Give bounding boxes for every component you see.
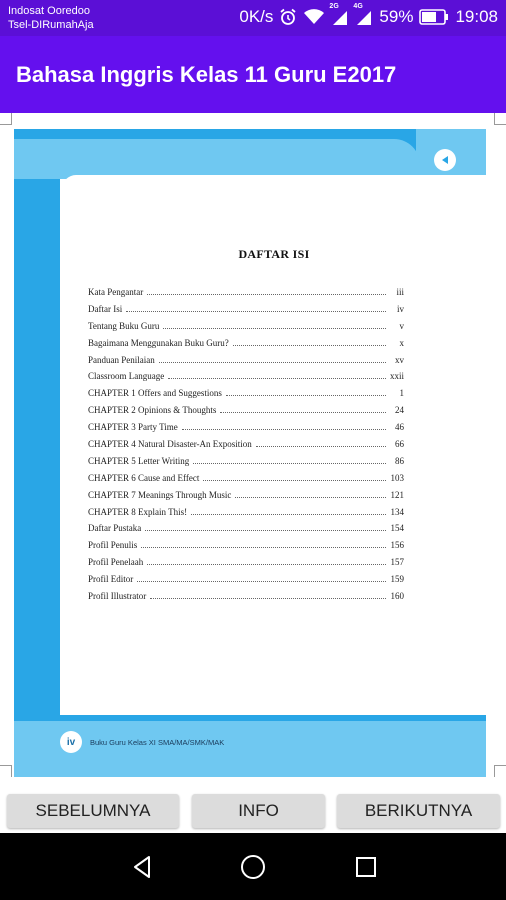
toc-entry-label: CHAPTER 7 Meanings Through Music	[88, 489, 232, 500]
toc-leader-dots	[256, 440, 386, 447]
toc-entry	[88, 405, 404, 422]
toc-entry	[88, 371, 404, 388]
alarm-icon	[279, 8, 297, 26]
crop-mark	[494, 113, 506, 125]
toc-leader-dots	[220, 406, 386, 413]
toc-entry-label: Daftar Isi	[88, 303, 123, 314]
home-icon[interactable]	[237, 851, 269, 883]
info-button[interactable]: INFO	[192, 794, 325, 828]
toc-leader-dots	[182, 423, 386, 430]
toc-entry	[88, 287, 404, 304]
navigation-buttons	[0, 793, 506, 833]
toc-entry-label: CHAPTER 8 Explain This!	[88, 506, 188, 517]
toc-entry-label: CHAPTER 5 Letter Writing	[88, 455, 190, 466]
back-icon[interactable]	[126, 851, 158, 883]
table-of-contents	[88, 287, 404, 608]
document-page	[14, 129, 486, 777]
crop-mark	[0, 113, 12, 125]
footer-text: Buku Guru Kelas XI SMA/MA/SMK/MAK	[90, 737, 225, 747]
toc-entry	[88, 591, 404, 608]
toc-entry-label: Profil Illustrator	[88, 591, 147, 602]
wifi-icon	[303, 8, 325, 26]
toc-entry	[88, 540, 404, 557]
toc-entry-label: CHAPTER 1 Offers and Suggestions	[88, 388, 222, 399]
toc-entry-page: 156	[390, 540, 404, 551]
toc-entry-label: CHAPTER 4 Natural Disaster-An Exposition	[88, 439, 252, 450]
page-side-band	[14, 129, 60, 721]
status-bar	[0, 0, 506, 36]
toc-entry-page: 103	[390, 472, 404, 483]
toc-entry-page: iii	[396, 287, 404, 297]
page-footer	[60, 731, 224, 753]
toc-entry-page: 121	[390, 489, 404, 500]
toc-entry-label: Profil Editor	[88, 574, 134, 585]
toc-leader-dots	[137, 575, 386, 582]
toc-title: DAFTAR ISI	[238, 247, 310, 261]
toc-leader-dots	[226, 389, 386, 396]
toc-entry	[88, 304, 404, 321]
app-bar	[0, 36, 506, 113]
toc-entry	[88, 422, 404, 439]
toc-entry	[88, 523, 404, 540]
toc-leader-dots	[163, 322, 386, 329]
clock: 19:08	[455, 7, 498, 26]
toc-entry-page: 157	[390, 557, 404, 568]
page-header-tab	[14, 139, 420, 179]
toc-entry-label: Profil Penelaah	[88, 557, 144, 568]
carrier-line-1: Indosat Ooredoo	[8, 5, 90, 17]
toc-leader-dots	[191, 508, 386, 515]
toc-entry-page: v	[399, 320, 404, 331]
toc-leader-dots	[147, 558, 386, 565]
toc-entry-label: Kata Pengantar	[88, 287, 144, 297]
signal-4g-icon	[353, 3, 373, 25]
battery-icon	[419, 9, 449, 25]
toc-entry-page: 24	[395, 405, 404, 416]
network-4g-label: 4G	[353, 3, 363, 10]
toc-entry-page: x	[399, 337, 404, 348]
toc-entry	[88, 456, 404, 473]
toc-entry	[88, 439, 404, 456]
toc-entry-label: Classroom Language	[88, 371, 165, 382]
next-button[interactable]: BERIKUTNYA	[337, 794, 500, 828]
toc-leader-dots	[159, 356, 386, 363]
toc-entry-label: Daftar Pustaka	[88, 523, 142, 534]
toc-entry-page: 160	[390, 591, 404, 602]
toc-entry	[88, 490, 404, 507]
page-footer-stripe	[14, 715, 486, 721]
toc-entry-label: CHAPTER 3 Party Time	[88, 422, 178, 433]
page-nav-arrow-icon[interactable]	[434, 149, 456, 171]
toc-entry-label: Panduan Penilaian	[88, 354, 155, 365]
carrier-info	[8, 4, 94, 32]
toc-leader-dots	[147, 288, 386, 295]
toc-leader-dots	[233, 339, 386, 346]
toc-entry-page: iv	[396, 303, 404, 314]
toc-entry	[88, 338, 404, 355]
app-title: Bahasa Inggris Kelas 11 Guru E2017	[16, 62, 397, 87]
toc-entry	[88, 321, 404, 338]
toc-entry	[88, 388, 404, 405]
toc-leader-dots	[193, 457, 386, 464]
toc-entry-page: xxii	[389, 371, 404, 382]
toc-entry-page: xv	[395, 354, 404, 365]
toc-leader-dots	[150, 592, 386, 599]
status-icons	[239, 3, 498, 27]
toc-entry	[88, 473, 404, 490]
toc-entry-page: 159	[390, 574, 404, 585]
toc-leader-dots	[145, 524, 386, 531]
toc-leader-dots	[126, 305, 386, 312]
toc-entry	[88, 355, 404, 372]
page-number-badge: iv	[60, 731, 82, 753]
toc-entry-page: 1	[399, 388, 404, 399]
toc-entry	[88, 574, 404, 591]
toc-entry-label: CHAPTER 6 Cause and Effect	[88, 472, 200, 483]
network-speed: 0K/s	[239, 7, 274, 26]
toc-entry-page: 46	[395, 422, 404, 433]
network-2g-label: 2G	[329, 3, 339, 10]
crop-mark	[494, 765, 506, 777]
previous-button[interactable]: SEBELUMNYA	[7, 794, 179, 828]
signal-2g-icon	[329, 3, 349, 25]
toc-leader-dots	[168, 372, 386, 379]
toc-entry	[88, 557, 404, 574]
crop-mark	[0, 765, 12, 777]
toc-leader-dots	[235, 491, 386, 498]
toc-entry-page: 86	[395, 455, 404, 466]
toc-leader-dots	[141, 541, 386, 548]
content-card	[62, 175, 486, 705]
toc-entry-label: Bagaimana Menggunakan Buku Guru?	[88, 337, 229, 348]
toc-entry-label: CHAPTER 2 Opinions & Thoughts	[88, 405, 217, 416]
recents-icon[interactable]	[350, 851, 382, 883]
carrier-line-2: Tsel-DIRumahAja	[8, 19, 94, 31]
toc-entry-page: 154	[390, 523, 404, 534]
toc-entry-page: 134	[390, 506, 404, 517]
toc-entry-label: Tentang Buku Guru	[88, 320, 160, 331]
toc-entry	[88, 507, 404, 524]
document-viewer[interactable]	[0, 113, 506, 793]
toc-leader-dots	[203, 474, 386, 481]
toc-entry-page: 66	[395, 439, 404, 450]
toc-entry-label: Profil Penulis	[88, 540, 138, 551]
battery-percent: 59%	[379, 7, 414, 26]
system-nav-bar	[0, 833, 506, 900]
